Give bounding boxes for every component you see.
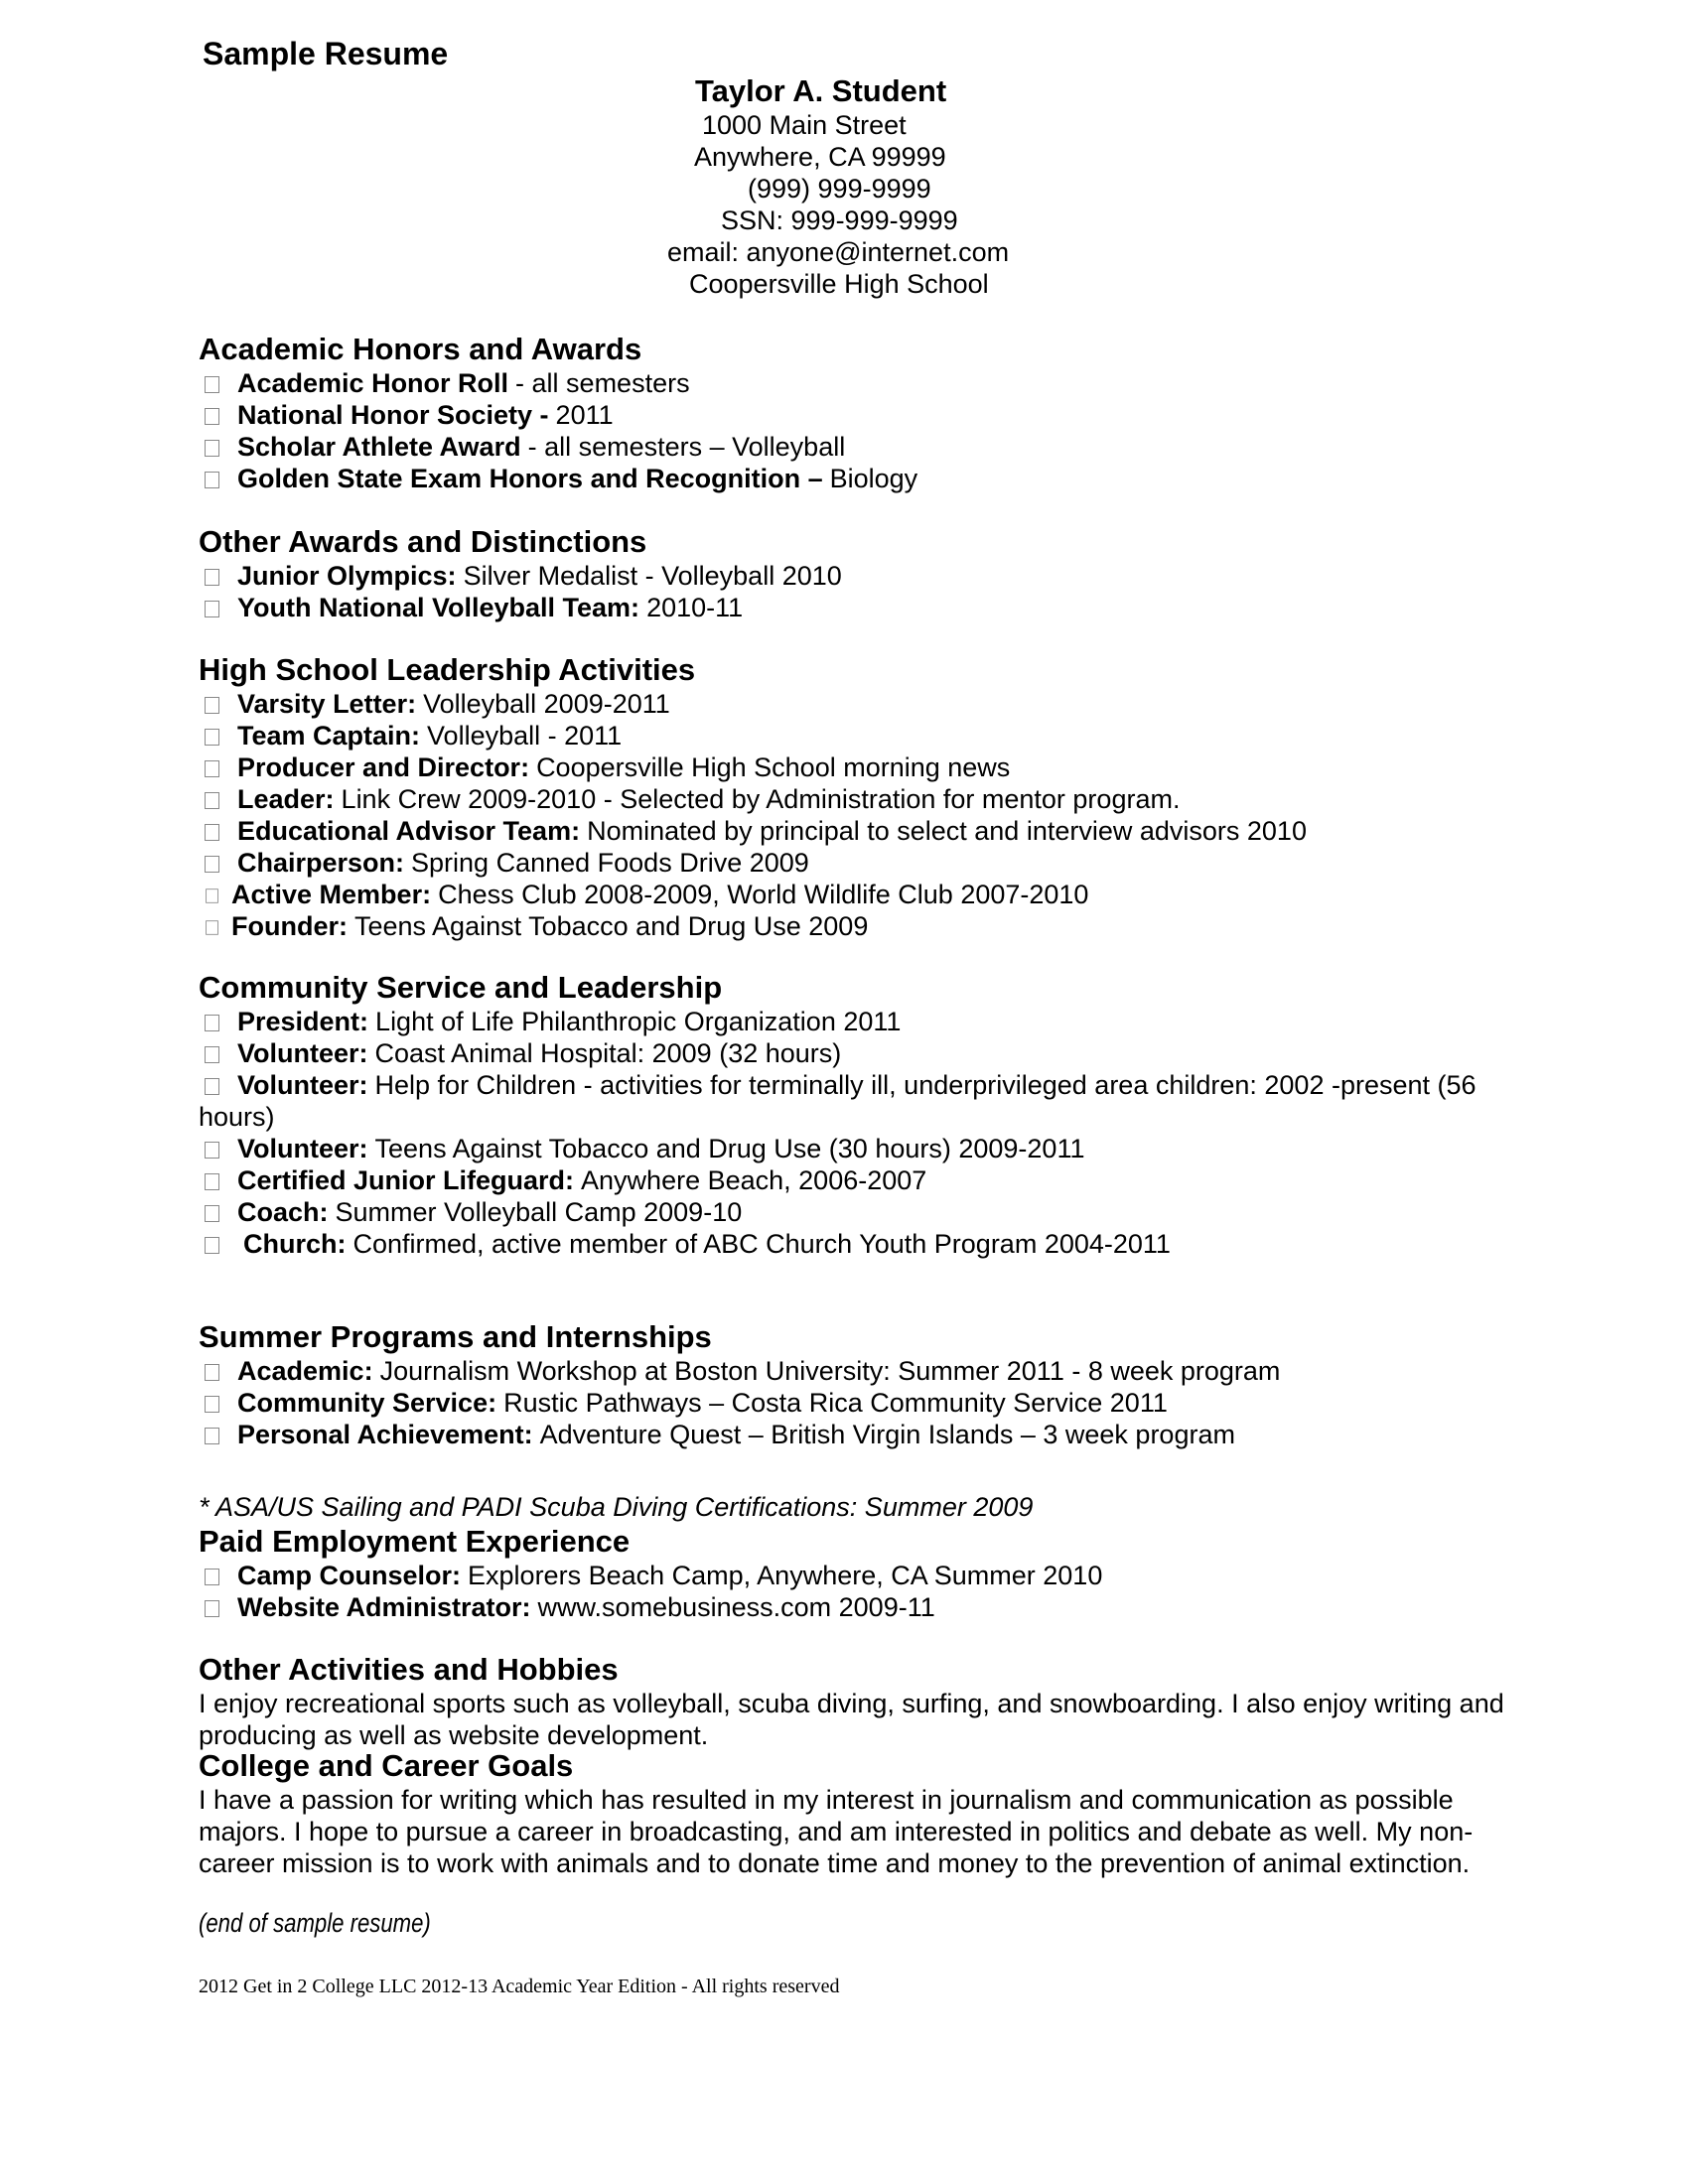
bullet-box-icon	[205, 1015, 219, 1031]
list-item	[199, 592, 1509, 623]
item-text: Volleyball 2009-2011	[423, 689, 670, 719]
item-text: www.somebusiness.com 2009-11	[537, 1592, 935, 1622]
bullet-box-icon	[205, 729, 219, 746]
item-text: Journalism Workshop at Boston University: Summer 2011 - 8 week program	[379, 1356, 1281, 1386]
list-item	[199, 399, 1509, 431]
item-text: Chess Club 2008-2009, World Wildlife Club 2007-2010	[438, 880, 1089, 909]
bullet-box-icon	[205, 1173, 219, 1190]
item-label: Junior Olympics:	[237, 561, 457, 591]
item-text: Teens Against Tobacco and Drug Use 2009	[353, 911, 869, 941]
item-text: Rustic Pathways – Costa Rica Community Service 2011	[503, 1388, 1168, 1418]
list-item	[199, 751, 1509, 783]
item-label: Personal Achievement:	[237, 1420, 533, 1449]
bullet-box-icon	[205, 792, 219, 809]
other-awards-list	[199, 560, 1509, 623]
item-text: 2010-11	[646, 593, 744, 622]
item-label: Active Member:	[231, 880, 432, 909]
item-text: Light of Life Philanthropic Organization 2011	[375, 1007, 902, 1036]
summer-programs-list	[199, 1355, 1509, 1450]
section-title-academic-honors: Academic Honors and Awards	[199, 332, 642, 366]
list-item	[199, 847, 1509, 879]
school-line: Coopersville High School	[689, 269, 989, 299]
item-label: Chairperson:	[237, 848, 405, 878]
item-text: Nominated by principal to select and interview advisors 2010	[587, 816, 1307, 846]
list-item	[199, 1387, 1509, 1419]
list-item	[199, 463, 1509, 494]
item-label: Church:	[243, 1229, 347, 1259]
item-label: Volunteer:	[237, 1038, 368, 1068]
academic-honors-list	[199, 367, 1509, 494]
item-text: - all semesters	[515, 368, 690, 398]
section-title-employment: Paid Employment Experience	[199, 1524, 631, 1559]
item-label: President:	[237, 1007, 369, 1036]
bullet-box-icon	[205, 697, 219, 714]
bullet-box-icon	[205, 856, 219, 873]
bullet-box-icon	[205, 1569, 219, 1585]
item-text: 2011	[555, 400, 614, 430]
list-item	[199, 1133, 1509, 1164]
list-item	[199, 1228, 1509, 1260]
item-text: Silver Medalist - Volleyball 2010	[463, 561, 842, 591]
item-label: National Honor Society -	[237, 400, 549, 430]
end-note: (end of sample resume)	[199, 1908, 431, 1938]
list-item	[199, 783, 1509, 815]
list-item	[199, 879, 1509, 910]
list-item	[199, 688, 1509, 720]
list-item	[199, 1196, 1509, 1228]
item-label: Coach:	[237, 1197, 329, 1227]
student-name: Taylor A. Student	[695, 73, 947, 108]
item-label: Leader:	[237, 784, 335, 814]
phone-number: (999) 999-9999	[748, 174, 931, 204]
item-label: Website Administrator:	[237, 1592, 531, 1622]
item-text: Confirmed, active member of ABC Church Youth Program 2004-2011	[352, 1229, 1171, 1259]
item-label: Golden State Exam Honors and Recognition –	[237, 464, 823, 493]
item-text: Coopersville High School morning news	[536, 752, 1011, 782]
bullet-box-icon	[205, 1142, 219, 1159]
email-line: email: anyone@internet.com	[667, 237, 1010, 267]
item-label: Producer and Director:	[237, 752, 530, 782]
contact-header	[0, 73, 1688, 300]
community-service-list	[199, 1006, 1509, 1260]
list-item	[199, 1164, 1509, 1196]
item-text: Link Crew 2009-2010 - Selected by Administration for mentor program.	[341, 784, 1181, 814]
item-text: Summer Volleyball Camp 2009-10	[335, 1197, 743, 1227]
bullet-box-icon	[205, 1078, 219, 1095]
copyright-footer: 2012 Get in 2 College LLC 2012-13 Academic Year Edition - All rights reserved	[199, 1976, 840, 1997]
bullet-box-icon	[205, 569, 219, 586]
list-item	[199, 1069, 1509, 1133]
item-text: Volleyball - 2011	[427, 721, 623, 751]
list-item	[199, 560, 1509, 592]
section-title-leadership: High School Leadership Activities	[199, 652, 696, 687]
bullet-box-icon	[205, 1205, 219, 1222]
item-label: Educational Advisor Team:	[237, 816, 581, 846]
list-item	[199, 720, 1509, 751]
leadership-list	[199, 688, 1509, 942]
hobbies-paragraph: I enjoy recreational sports such as volleyball, scuba diving, surfing, and snowboarding. I also enjoy writing and producing as well as website development.	[199, 1689, 1504, 1750]
bullet-box-icon	[205, 1046, 219, 1063]
item-text: Teens Against Tobacco and Drug Use (30 hours) 2009-2011	[374, 1134, 1085, 1163]
list-item	[199, 1419, 1509, 1450]
list-item	[199, 367, 1509, 399]
list-item	[199, 815, 1509, 847]
section-title-goals: College and Career Goals	[199, 1748, 574, 1783]
item-label: Youth National Volleyball Team:	[237, 593, 640, 622]
section-title-other-awards: Other Awards and Distinctions	[199, 524, 647, 559]
list-item	[199, 910, 1509, 942]
item-text: - all semesters – Volleyball	[527, 432, 846, 462]
item-text: Adventure Quest – British Virgin Islands – 3 week program	[539, 1420, 1235, 1449]
item-text: Help for Children - activities for terminally ill, underprivileged area children: 2002 -present (56 hours)	[199, 1070, 1477, 1132]
address-line-1: 1000 Main Street	[702, 110, 907, 140]
bullet-box-icon	[205, 601, 219, 617]
bullet-box-icon	[205, 1396, 219, 1413]
item-label: Academic Honor Roll	[237, 368, 509, 398]
list-item	[199, 1355, 1509, 1387]
bullet-box-icon	[205, 1237, 219, 1254]
list-item	[199, 1560, 1509, 1591]
item-text: Coast Animal Hospital: 2009 (32 hours)	[374, 1038, 842, 1068]
document-title: Sample Resume	[203, 36, 449, 71]
bullet-box-icon	[205, 760, 219, 777]
section-title-hobbies: Other Activities and Hobbies	[199, 1652, 619, 1687]
item-text: Anywhere Beach, 2006-2007	[581, 1165, 927, 1195]
employment-list	[199, 1560, 1509, 1623]
bullet-box-icon	[205, 1364, 219, 1381]
ssn-line: SSN: 999-999-9999	[721, 205, 958, 235]
bullet-box-icon	[205, 1600, 219, 1617]
bullet-box-icon	[205, 1428, 219, 1444]
certifications-note: * ASA/US Sailing and PADI Scuba Diving Certifications: Summer 2009	[199, 1492, 1034, 1522]
bullet-box-icon	[205, 408, 219, 425]
bullet-box-icon	[206, 888, 218, 902]
item-label: Founder:	[231, 911, 348, 941]
bullet-box-icon	[205, 824, 219, 841]
item-label: Scholar Athlete Award	[237, 432, 521, 462]
section-title-community-service: Community Service and Leadership	[199, 970, 723, 1005]
item-label: Volunteer:	[237, 1070, 368, 1100]
bullet-box-icon	[205, 376, 219, 393]
bullet-box-icon	[206, 920, 218, 934]
list-item	[199, 1006, 1509, 1037]
item-text: Biology	[829, 464, 918, 493]
bullet-box-icon	[205, 440, 219, 457]
item-label: Certified Junior Lifeguard:	[237, 1165, 575, 1195]
goals-paragraph: I have a passion for writing which has resulted in my interest in journalism and communication as possible majors. I hope to pursue a career in broadcasting, and am interested in politics and debate as well. My non-career mission is to work with animals and to donate time and money to the prevention of animal extinction.	[199, 1785, 1474, 1878]
item-label: Volunteer:	[237, 1134, 368, 1163]
list-item	[199, 1037, 1509, 1069]
item-label: Varsity Letter:	[237, 689, 417, 719]
address-line-2: Anywhere, CA 99999	[694, 142, 946, 172]
item-label: Community Service:	[237, 1388, 497, 1418]
item-text: Spring Canned Foods Drive 2009	[411, 848, 809, 878]
item-label: Camp Counselor:	[237, 1561, 462, 1590]
bullet-box-icon	[205, 472, 219, 488]
item-label: Academic:	[237, 1356, 373, 1386]
item-text: Explorers Beach Camp, Anywhere, CA Summer 2010	[468, 1561, 1103, 1590]
list-item	[199, 431, 1509, 463]
section-title-summer-programs: Summer Programs and Internships	[199, 1319, 712, 1354]
item-label: Team Captain:	[237, 721, 421, 751]
list-item	[199, 1591, 1509, 1623]
